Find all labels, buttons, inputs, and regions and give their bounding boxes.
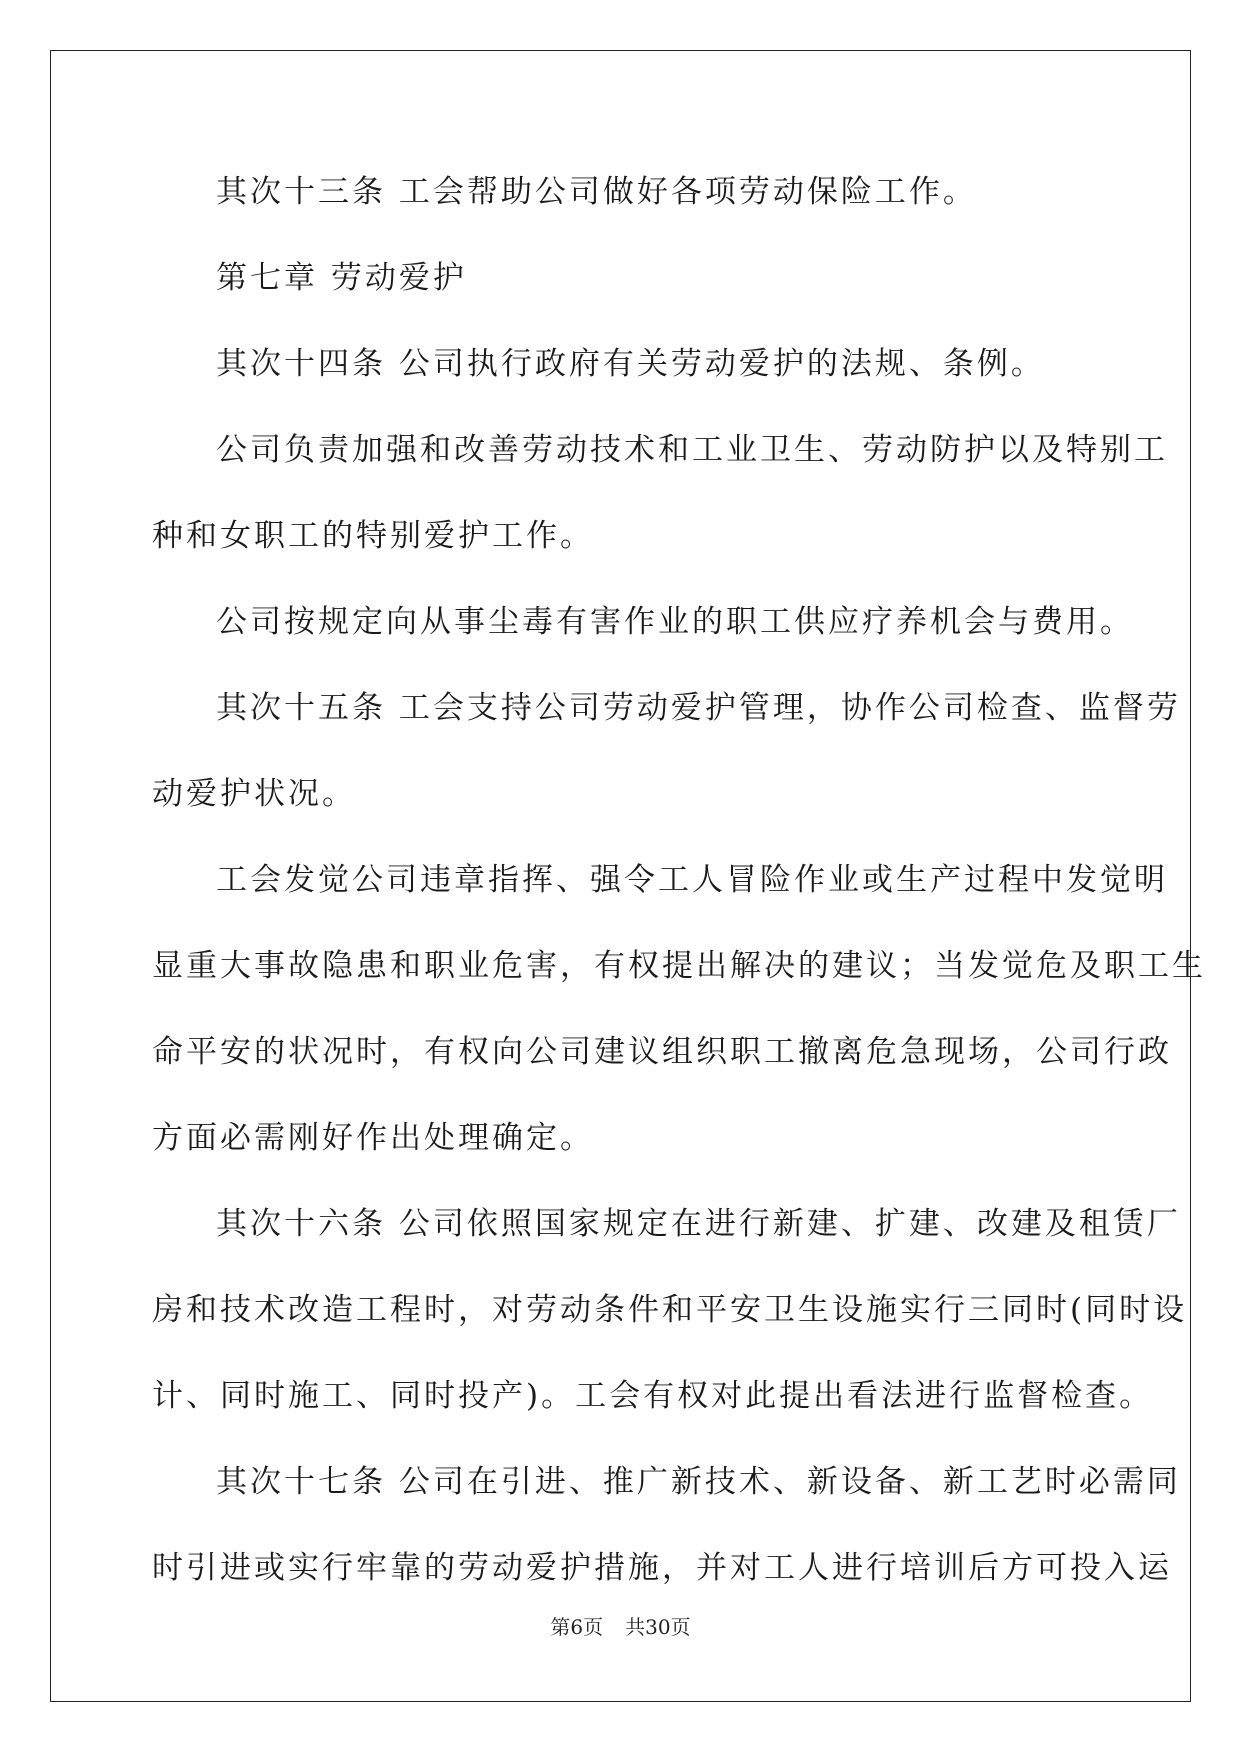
page-number: 第6页 (550, 1615, 604, 1639)
paragraph-line: 动爱护状况。 (152, 776, 356, 812)
paragraph-line: 其次十五条 工会支持公司劳动爱护管理，协作公司检查、监督劳 (216, 690, 1181, 726)
paragraph-line: 时引进或实行牢靠的劳动爱护措施，并对工人进行培训后方可投入运 (152, 1550, 1172, 1586)
paragraph-line: 公司按规定向从事尘毒有害作业的职工供应疗养机会与费用。 (216, 604, 1134, 640)
paragraph-line: 其次十四条 公司执行政府有关劳动爱护的法规、条例。 (216, 346, 1045, 382)
paragraph-line: 其次十六条 公司依照国家规定在进行新建、扩建、改建及租赁厂 (216, 1206, 1181, 1242)
paragraph-line: 显重大事故隐患和职业危害，有权提出解决的建议；当发觉危及职工生 (152, 948, 1206, 984)
page-footer (0, 1614, 1241, 1640)
paragraph-line: 种和女职工的特别爱护工作。 (152, 518, 594, 554)
paragraph-line: 命平安的状况时，有权向公司建议组织职工撤离危急现场，公司行政 (152, 1034, 1172, 1070)
paragraph-line: 工会发觉公司违章指挥、强令工人冒险作业或生产过程中发觉明 (216, 862, 1168, 898)
paragraph-line: 其次十三条 工会帮助公司做好各项劳动保险工作。 (216, 174, 977, 210)
paragraph-line: 计、同时施工、同时投产)。工会有权对此提出看法进行监督检查。 (152, 1378, 1154, 1414)
total-pages: 共30页 (625, 1615, 691, 1639)
chapter-heading: 第七章 劳动爱护 (216, 260, 467, 296)
paragraph-line: 房和技术改造工程时，对劳动条件和平安卫生设施实行三同时(同时设 (152, 1292, 1188, 1328)
paragraph-line: 公司负责加强和改善劳动技术和工业卫生、劳动防护以及特别工 (216, 432, 1168, 468)
paragraph-line: 其次十七条 公司在引进、推广新技术、新设备、新工艺时必需同 (216, 1464, 1181, 1500)
paragraph-line: 方面必需刚好作出处理确定。 (152, 1120, 594, 1156)
